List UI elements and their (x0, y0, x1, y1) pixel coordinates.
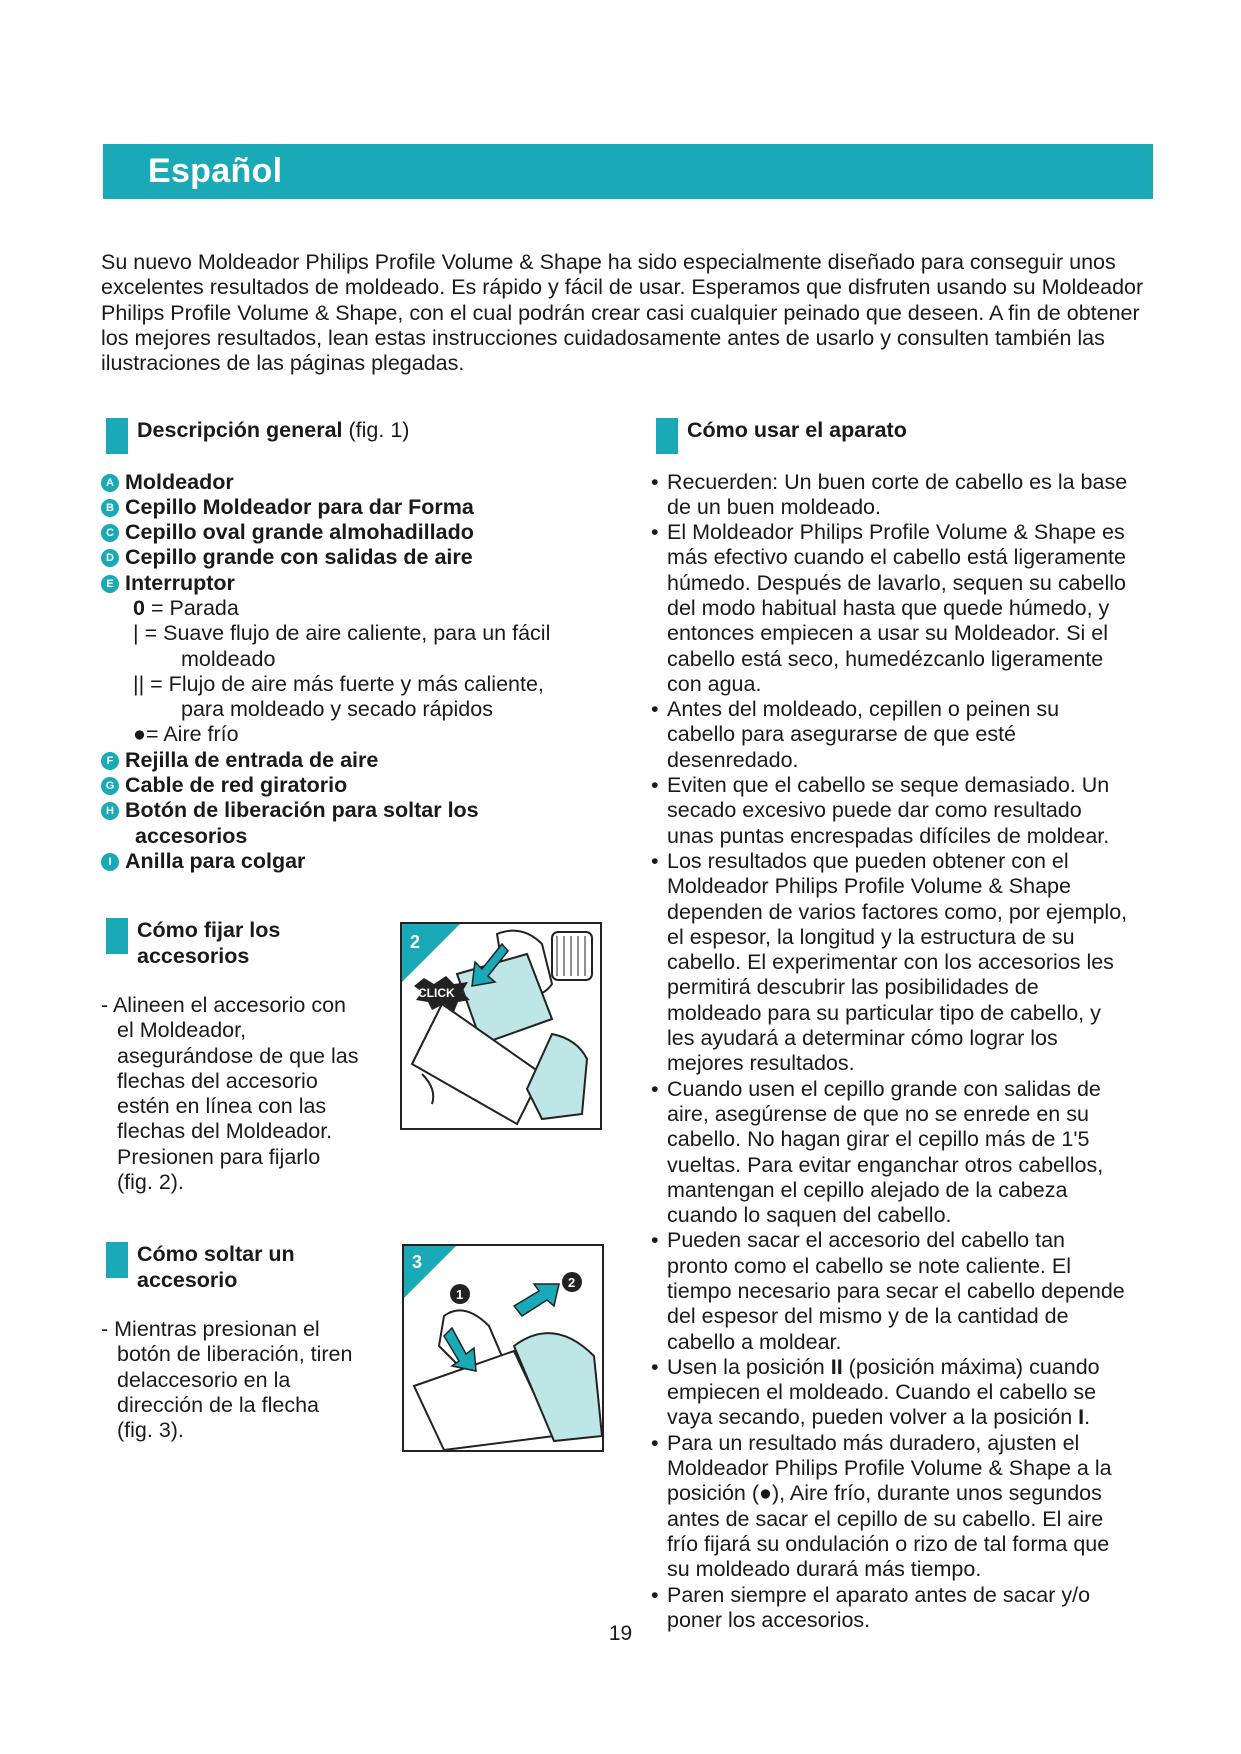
list-item: A Moldeador (101, 470, 621, 495)
letter-badge: H (101, 802, 119, 820)
usage-bullets (651, 470, 1161, 1634)
figure-2 (400, 922, 602, 1130)
letter-badge: E (101, 575, 119, 593)
list-item: • Eviten que el cabello se seque demasiado. Un secado excesivo puede dar como resultado unas puntas encrespadas difíciles de moldear. (651, 773, 1161, 849)
left-column (101, 418, 621, 874)
letter-badge: G (101, 777, 119, 795)
list-item: • Pueden sacar el accesorio del cabello tan pronto como el cabello se note caliente. El tiempo necesario para secar el cabello depende del espesor del mismo y de la cantidad de cabello a moldear. (651, 1228, 1161, 1354)
step-2-badge (562, 1272, 582, 1292)
list-item: • Recuerden: Un buen corte de cabello es la base de un buen moldeado. (651, 470, 1161, 521)
figure-number: 2 (410, 932, 421, 952)
list-item: • Usen la posición II (posición máxima) cuando empiecen el moldeado. Cuando el cabello se vaya secando, pueden volver a la posición I. (651, 1355, 1161, 1431)
section-marker (656, 418, 678, 454)
page-title: Español (148, 152, 283, 190)
parts-list-continued (101, 748, 621, 874)
switch-setting-off: 0 = Parada (133, 595, 239, 620)
section-marker (106, 918, 128, 954)
description-heading (101, 418, 621, 444)
figure-number: 3 (412, 1252, 423, 1272)
brush-icon (552, 932, 592, 980)
list-item: • Para un resultado más duradero, ajusten el Moldeador Philips Profile Volume & Shape a la posición (●), Aire frío, durante unos segundos antes de sacar el cepillo de su cabello. El aire frío fijará su ondulación o rizo de tal forma que su moldeado durará más tiempo. (651, 1431, 1161, 1583)
list-item: • Antes del moldeado, cepillen o peinen su cabello para asegurarse de que esté desenredado. (651, 697, 1161, 773)
list-item: D Cepillo grande con salidas de aire (101, 545, 621, 570)
letter-badge: I (101, 853, 119, 871)
description-fig-ref: (fig. 1) (348, 418, 410, 442)
figure-3 (402, 1244, 604, 1452)
release-heading: Cómo soltar un accesorio (101, 1242, 401, 1293)
list-item: • Cuando usen el cepillo grande con salidas de aire, asegúrense de que no se enrede en su cabello. No hagan girar el cepillo más de 1'5 vueltas. Para evitar enganchar otros cabellos, mantengan el cepillo alejado de la cabeza cuando lo saquen del cabello. (651, 1077, 1161, 1229)
letter-badge: C (101, 524, 119, 542)
list-item: G Cable de red giratorio (101, 773, 621, 798)
description-title: Descripción general (137, 418, 343, 442)
letter-badge: D (101, 549, 119, 567)
switch-settings (101, 596, 621, 748)
section-marker (106, 418, 128, 454)
attach-heading: Cómo fijar los accesorios (101, 918, 401, 969)
switch-setting-2: || = Flujo de aire más fuerte y más caliente, para moldeado y secado rápidos (133, 671, 544, 722)
usage-heading: Cómo usar el aparato (651, 418, 1161, 444)
intro-paragraph (101, 250, 1161, 376)
arrow-up-icon (514, 1284, 559, 1316)
letter-badge: A (101, 474, 119, 492)
list-item: C Cepillo oval grande almohadillado (101, 520, 621, 545)
svg-text:2: 2 (568, 1275, 576, 1290)
parts-list (101, 470, 621, 596)
release-illustration (404, 1246, 602, 1450)
list-item: H Botón de liberación para soltar los accesorios (101, 798, 621, 849)
letter-badge: B (101, 499, 119, 517)
list-item: • Paren siempre el aparato antes de sacar y/o poner los accesorios. (651, 1583, 1161, 1634)
release-section (101, 1242, 401, 1443)
attach-steps: - Alineen el accesorio con el Moldeador, asegurándose de que las flechas del accesorio estén en línea con las flechas del Moldeador. Presionen para fijarlo (fig. 2). (101, 993, 359, 1195)
list-item: • El Moldeador Philips Profile Volume & Shape es más efectivo cuando el cabello está ligeramente húmedo. Después de lavarlo, sequen su cabello del modo habitual hasta que quede húmedo, y entonces empiecen a usar su Moldeador. Si el cabello está seco, humedézcanlo ligeramente con agua. (651, 520, 1161, 697)
list-item: • Los resultados que pueden obtener con el Moldeador Philips Profile Volume & Shape dependen de varios factores como, por ejemplo, el espesor, la longitud y la estructura de su cabello. El experimentar con los accesorios les permitirá descubrir las posibilidades de moldeado para su particular tipo de cabello, y les ayudará a determinar cómo lograr los mejores resultados. (651, 849, 1161, 1077)
section-marker (106, 1242, 128, 1278)
attachment-side-icon (527, 1034, 587, 1119)
letter-badge: F (101, 752, 119, 770)
svg-text:CLICK: CLICK (418, 986, 455, 1000)
svg-text:1: 1 (456, 1287, 464, 1302)
intro-text: Su nuevo Moldeador Philips Profile Volume & Shape ha sido especialmente diseñado para conseguir unos excelentes resultados de moldeado. Es rápido y fácil de usar. Esperamos que disfruten usando su Moldeador Philips Profile Volume & Shape, con el cual podrán crear casi cualquier peinado que deseen. A fin de obtener los mejores resultados, lean estas instrucciones cuidadosamente antes de usarlo y consulten también las ilustraciones de las páginas plegadas. (101, 250, 1144, 376)
attach-illustration (402, 924, 600, 1128)
switch-setting-cool: ●= Aire frío (133, 722, 239, 747)
switch-setting-1: | = Suave flujo de aire caliente, para un fácil moldeado (133, 621, 551, 671)
page-number: 19 (608, 1622, 633, 1645)
step-1-badge (450, 1284, 470, 1304)
list-item: B Cepillo Moldeador para dar Forma (101, 495, 621, 520)
list-item: I Anilla para colgar (101, 849, 621, 874)
release-steps: - Mientras presionan el botón de liberación, tiren delaccesorio en la dirección de la flecha (fig. 3). (101, 1317, 353, 1443)
list-item: E Interruptor (101, 571, 621, 596)
attach-section (101, 918, 401, 1195)
right-column (651, 418, 1161, 1633)
language-banner (103, 144, 1153, 199)
list-item: F Rejilla de entrada de aire (101, 748, 621, 773)
